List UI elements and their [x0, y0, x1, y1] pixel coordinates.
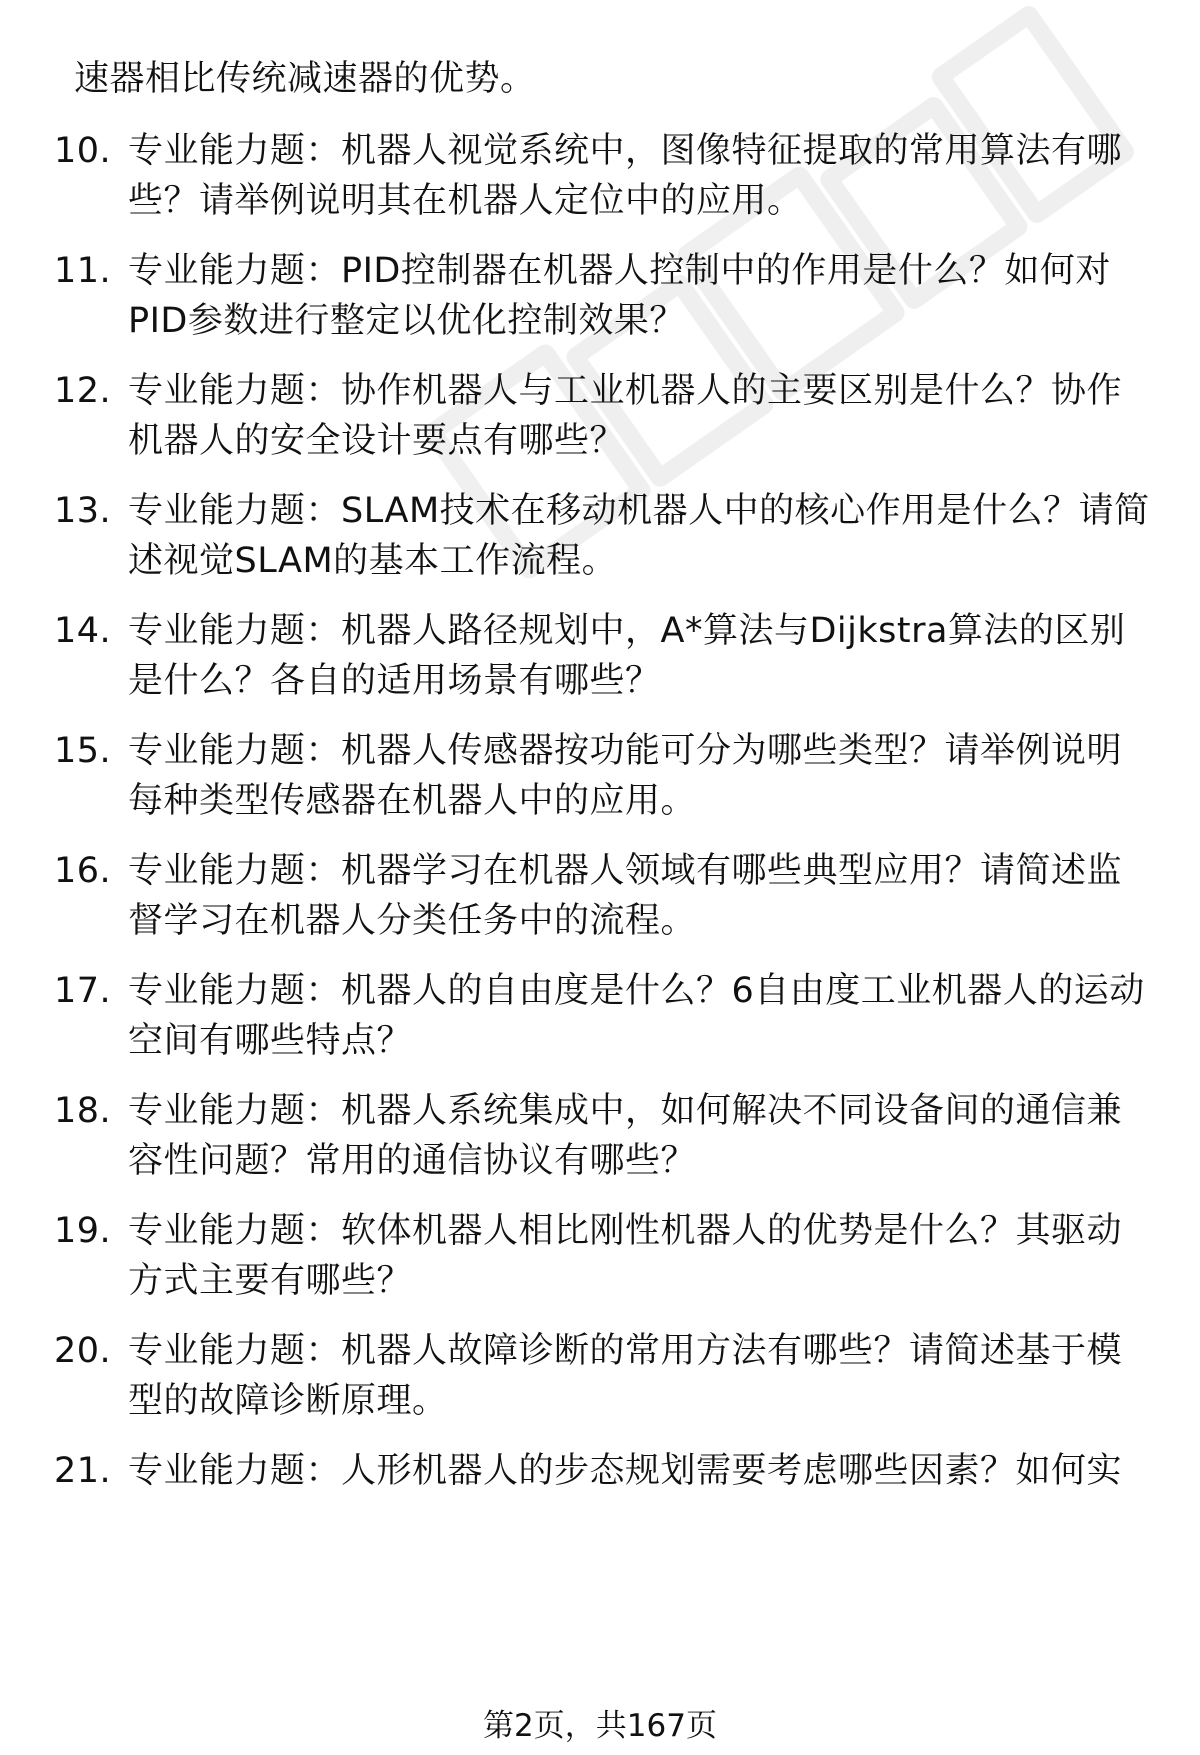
continuation-text: 速器相比传统减速器的优势。: [74, 59, 536, 99]
question-text: 专业能力题：机器人故障诊断的常用方法有哪些？请简述基于模型的故障诊断原理。: [128, 1331, 1123, 1421]
question-number: 21.: [54, 1451, 112, 1491]
question-number: 12.: [54, 371, 112, 411]
question-number: 10.: [54, 131, 112, 171]
question-text: 专业能力题：机器学习在机器人领域有哪些典型应用？请简述监督学习在机器人分类任务中的流程。: [128, 851, 1123, 941]
question-text: 专业能力题：机器人的自由度是什么？6自由度工业机器人的运动空间有哪些特点？: [128, 971, 1145, 1061]
question-number: 19.: [54, 1211, 112, 1251]
question-text: 专业能力题：软体机器人相比刚性机器人的优势是什么？其驱动方式主要有哪些？: [128, 1211, 1123, 1301]
question-text: 专业能力题：协作机器人与工业机器人的主要区别是什么？协作机器人的安全设计要点有哪些？: [128, 371, 1123, 461]
question-number: 18.: [54, 1091, 112, 1131]
question-text: 专业能力题：机器人系统集成中，如何解决不同设备间的通信兼容性问题？常用的通信协议有哪些？: [128, 1091, 1123, 1181]
question-number: 11.: [54, 251, 112, 291]
question-number: 16.: [54, 851, 112, 891]
question-number: 13.: [54, 491, 112, 531]
question-number: 14.: [54, 611, 112, 651]
page-footer: 第2页，共167页: [483, 1708, 717, 1744]
question-number: 20.: [54, 1331, 112, 1371]
question-text: 专业能力题：人形机器人的步态规划需要考虑哪些因素？如何实: [128, 1451, 1123, 1491]
question-text: 专业能力题：SLAM技术在移动机器人中的核心作用是什么？请简述视觉SLAM的基本工作流程。: [128, 491, 1150, 581]
question-text: 专业能力题：机器人路径规划中，A*算法与Dijkstra算法的区别是什么？各自的适用场景有哪些？: [128, 611, 1126, 701]
question-number: 15.: [54, 731, 112, 771]
question-text: 专业能力题：PID控制器在机器人控制中的作用是什么？如何对PID参数进行整定以优化控制效果？: [128, 251, 1111, 341]
question-text: 专业能力题：机器人视觉系统中，图像特征提取的常用算法有哪些？请举例说明其在机器人定位中的应用。: [128, 131, 1123, 221]
question-text: 专业能力题：机器人传感器按功能可分为哪些类型？请举例说明每种类型传感器在机器人中的应用。: [128, 731, 1123, 821]
question-number: 17.: [54, 971, 112, 1011]
